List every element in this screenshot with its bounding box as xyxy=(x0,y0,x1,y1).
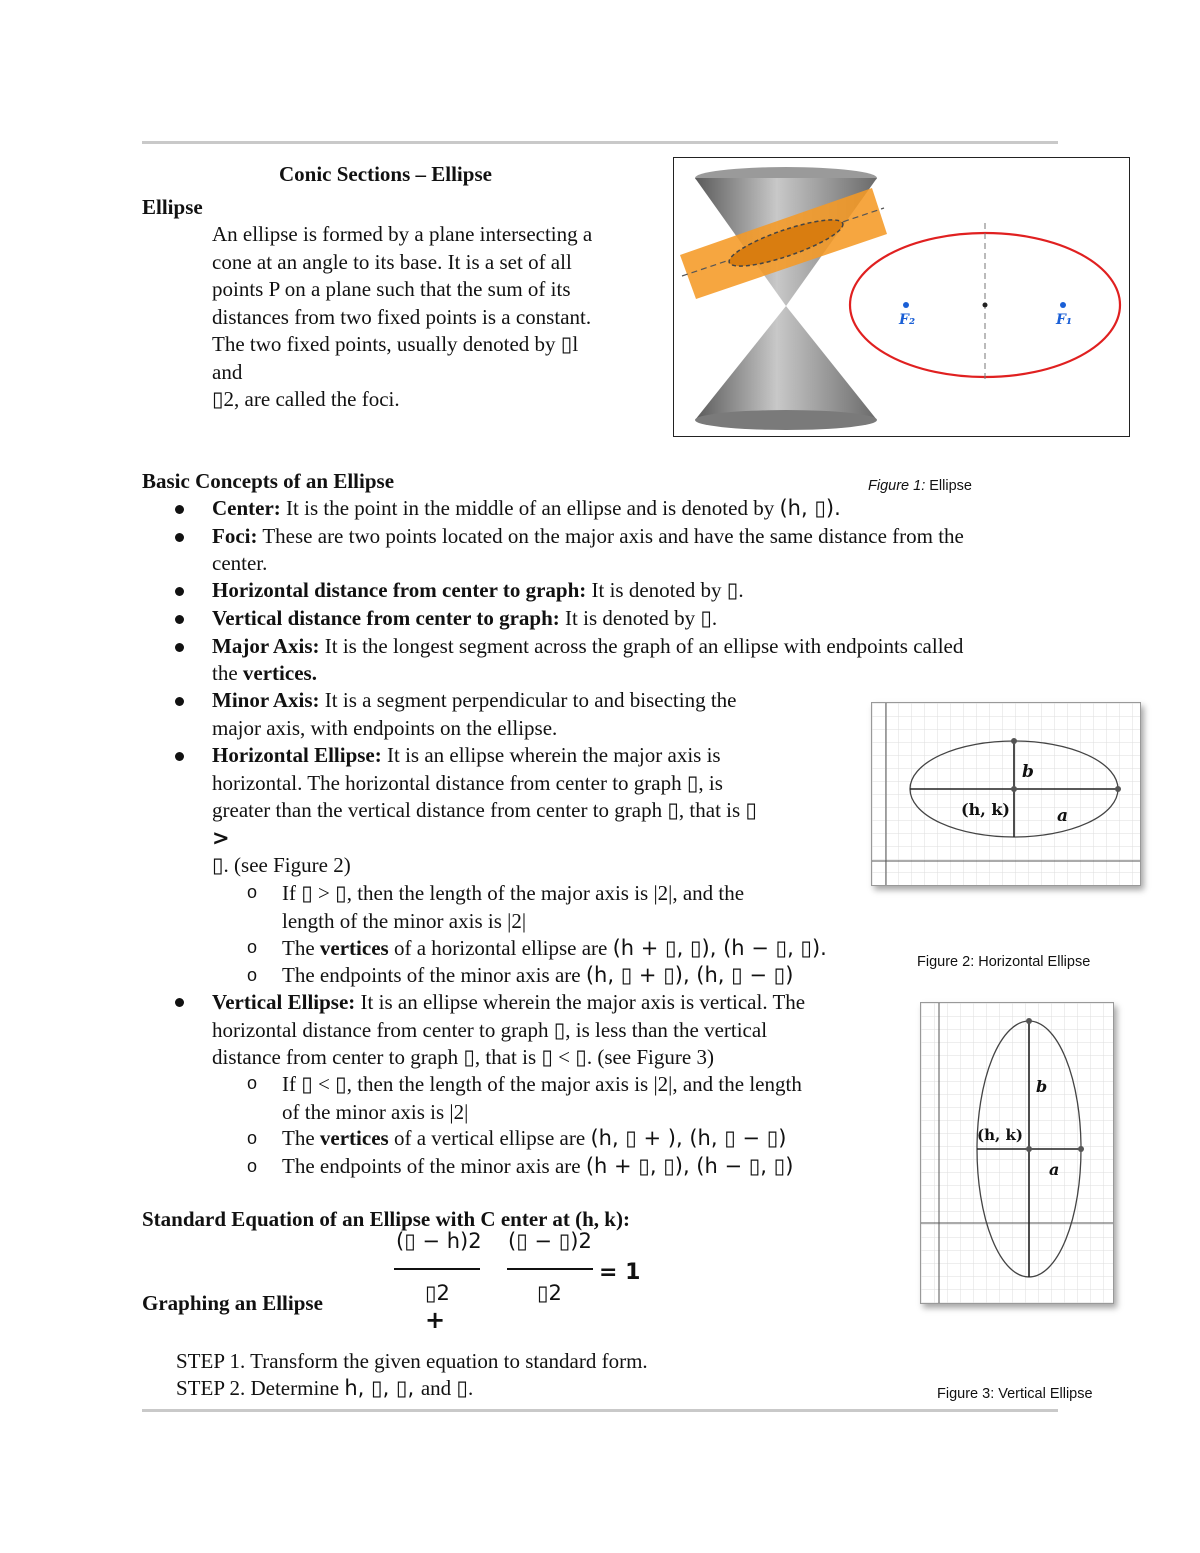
hell-line-2: horizontal. The horizontal distance from center to graph ▯, is xyxy=(212,770,723,795)
bullet-minor-axis xyxy=(212,687,838,742)
label-a: a xyxy=(1057,806,1069,826)
intro-line: ▯2, are called the foci. xyxy=(212,387,400,411)
vell-sub2-mid: of a vertical ellipse are xyxy=(388,1126,591,1150)
bullet-dot xyxy=(175,697,184,706)
center-dot xyxy=(1026,1146,1032,1152)
hell-sub2-mid: of a horizontal ellipse are xyxy=(388,936,613,960)
hell-line-4: > xyxy=(212,825,230,850)
foci-text-cont: center. xyxy=(212,551,268,575)
intro-line: and xyxy=(212,359,243,384)
bullet-dot xyxy=(175,615,184,624)
minor-text: It is a segment perpendicular to and bisecting the xyxy=(319,688,737,712)
hell-line-1 xyxy=(212,742,838,770)
hell-sub-1b: length of the minor axis is |2| xyxy=(282,908,527,933)
equation-plus: + xyxy=(425,1306,446,1334)
hell-sub-3 xyxy=(282,962,793,990)
vell-text: It is an ellipse wherein the major axis is vertical. The xyxy=(355,990,806,1014)
label-b: b xyxy=(1022,762,1034,782)
vell-sub-1 xyxy=(282,1071,802,1126)
intro-line: The two fixed points, usually denoted by ▯l xyxy=(212,332,579,356)
covertex-dot xyxy=(1078,1146,1084,1152)
hell-text: It is an ellipse wherein the major axis is xyxy=(381,743,721,767)
hell-sub2-pre: The xyxy=(282,936,320,960)
center-point xyxy=(983,303,988,308)
vell-line-2: horizontal distance from center to graph ▯, is less than the vertical xyxy=(212,1017,768,1042)
intro-line: distances from two fixed points is a constant. xyxy=(212,304,592,329)
hell-sub2-math: (h + ▯, ▯), (h − ▯, ▯). xyxy=(612,936,827,960)
foci-text: These are two points located on the major axis and have the same distance from the xyxy=(257,524,964,548)
intro-line: points P on a plane such that the sum of its xyxy=(212,277,571,301)
figure-3-caption: Figure 3: Vertical Ellipse xyxy=(937,1386,1093,1402)
foci-label: Foci: xyxy=(212,524,258,548)
bottom-rule xyxy=(142,1409,1058,1412)
bullet-horizontal-ellipse xyxy=(212,742,838,880)
bullet-foci xyxy=(212,523,964,551)
horizontal-ellipse-graph xyxy=(872,703,1140,885)
equation-equals-one: = 1 xyxy=(599,1260,641,1285)
center-text: It is the point in the middle of an ellipse and is denoted by xyxy=(280,496,780,520)
intro-line: An ellipse is formed by a plane intersecting a xyxy=(212,222,593,246)
vertex-dot xyxy=(1115,786,1121,792)
focus-label-2: F₂ xyxy=(899,312,916,328)
hell-sub2-bold: vertices xyxy=(319,936,389,960)
bullet-dot xyxy=(175,643,184,652)
vell-sub-1a: If ▯ < ▯, then the length of the major axis is |2|, and the length xyxy=(282,1072,802,1096)
cone-bottom-rim xyxy=(695,410,877,430)
vell-sub-2 xyxy=(282,1125,786,1153)
vdist-text: It is denoted by ▯. xyxy=(559,606,718,630)
hell-sub-2 xyxy=(282,935,827,963)
vell-sub-3 xyxy=(282,1153,793,1181)
step-2-pre: STEP 2. Determine xyxy=(176,1376,345,1400)
hdist-label: Horizontal distance from center to graph: xyxy=(212,578,587,602)
label-hk: (h, k) xyxy=(961,800,1010,819)
intro-line: cone at an angle to its base. It is a set of all xyxy=(212,249,572,274)
minor-line-1 xyxy=(212,687,838,715)
sub-bullet-circle: o xyxy=(247,1156,258,1176)
figure-1-caption xyxy=(868,478,972,494)
equation-denominator-1: ▯2 xyxy=(425,1281,450,1305)
hell-sub-1a: If ▯ > ▯, then the length of the major axis is |2|, and the xyxy=(282,881,745,905)
step-2 xyxy=(176,1375,473,1403)
figure-1-caption-italic: Figure 1: xyxy=(868,478,926,494)
standard-equation-heading: Standard Equation of an Ellipse with C enter at (h, k): xyxy=(142,1207,630,1231)
hell-line-5: ▯. (see Figure 2) xyxy=(212,853,351,877)
bullet-major-axis xyxy=(212,633,963,661)
figure-2-caption: Figure 2: Horizontal Ellipse xyxy=(917,954,1091,970)
bullet-vertical-ellipse xyxy=(212,989,888,1072)
bullet-dot xyxy=(175,752,184,761)
vertical-ellipse-graph xyxy=(921,1003,1113,1303)
vell-line-3: distance from center to graph ▯, that is ▯ < ▯. (see Figure 3) xyxy=(212,1045,714,1069)
figure-1-caption-text: Ellipse xyxy=(925,478,972,494)
major-text-the: the xyxy=(212,661,243,685)
step-2-and: and xyxy=(420,1376,457,1400)
step-2-end: ▯. xyxy=(456,1376,474,1400)
bullet-vertical-distance xyxy=(212,605,717,633)
vell-sub2-pre: The xyxy=(282,1126,320,1150)
covertex-dot xyxy=(1011,738,1017,744)
hell-sub3-math: (h, ▯ + ▯), (h, ▯ − ▯) xyxy=(585,963,794,987)
sub-bullet-circle: o xyxy=(247,882,258,902)
vell-line-1 xyxy=(212,989,888,1017)
page-title: Conic Sections – Ellipse xyxy=(279,162,492,186)
ellipse-heading: Ellipse xyxy=(142,195,203,219)
sub-bullet-circle: o xyxy=(247,965,258,985)
equation-numerator-1: (▯ − h)2 xyxy=(396,1229,482,1253)
hell-sub-1 xyxy=(282,880,744,935)
figure-2-graph xyxy=(871,702,1141,886)
major-vertices: vertices. xyxy=(242,661,317,685)
step-1: STEP 1. Transform the given equation to standard form. xyxy=(176,1349,648,1373)
center-math: (h, ▯). xyxy=(779,496,841,520)
cone-ellipse-illustration xyxy=(674,158,1129,436)
fraction-bar-1 xyxy=(394,1268,480,1270)
sub-bullet-circle: o xyxy=(247,937,258,957)
vell-sub2-bold: vertices xyxy=(319,1126,389,1150)
equation-numerator-2: (▯ − ▯)2 xyxy=(508,1229,592,1253)
center-dot xyxy=(1011,786,1017,792)
vdist-label: Vertical distance from center to graph: xyxy=(212,606,560,630)
figure-1-frame xyxy=(673,157,1130,437)
center-label: Center: xyxy=(212,496,281,520)
sub-bullet-circle: o xyxy=(247,1073,258,1093)
step-2-math: h, ▯, ▯, xyxy=(344,1376,421,1400)
top-rule xyxy=(142,141,1058,144)
label-hk: (h, k) xyxy=(977,1126,1023,1144)
focus-point-1 xyxy=(1060,302,1066,308)
vell-sub3-math: (h + ▯, ▯), (h − ▯, ▯) xyxy=(585,1154,794,1178)
bullet-dot xyxy=(175,533,184,542)
focus-label-1: F₁ xyxy=(1056,312,1073,328)
major-label: Major Axis: xyxy=(212,634,320,658)
figure-3-graph xyxy=(920,1002,1114,1304)
bullet-dot xyxy=(175,998,184,1007)
minor-line-2: major axis, with endpoints on the ellipse. xyxy=(212,715,558,740)
graphing-heading: Graphing an Ellipse xyxy=(142,1291,323,1315)
hell-label: Horizontal Ellipse: xyxy=(212,743,382,767)
minor-label: Minor Axis: xyxy=(212,688,320,712)
fraction-bar-2 xyxy=(507,1268,593,1270)
equation-denominator-2: ▯2 xyxy=(537,1281,562,1305)
bullet-dot xyxy=(175,587,184,596)
intro-paragraph xyxy=(212,221,654,414)
sub-bullet-circle: o xyxy=(247,1128,258,1148)
vell-sub3-pre: The endpoints of the minor axis are xyxy=(282,1154,586,1178)
vell-sub2-math: (h, ▯ + ), (h, ▯ − ▯) xyxy=(590,1126,787,1150)
hell-sub3-pre: The endpoints of the minor axis are xyxy=(282,963,586,987)
hdist-text: It is denoted by ▯. xyxy=(586,578,744,602)
vell-label: Vertical Ellipse: xyxy=(212,990,356,1014)
label-b: b xyxy=(1036,1077,1048,1096)
focus-point-2 xyxy=(903,302,909,308)
vertex-dot xyxy=(1026,1018,1032,1024)
bullet-center xyxy=(212,495,841,523)
basic-concepts-heading: Basic Concepts of an Ellipse xyxy=(142,469,395,493)
major-text-cont xyxy=(212,660,317,688)
vell-sub-1b: of the minor axis is |2| xyxy=(282,1099,469,1124)
major-text: It is the longest segment across the graph of an ellipse with endpoints called xyxy=(319,634,964,658)
bullet-dot xyxy=(175,505,184,514)
label-a: a xyxy=(1049,1160,1060,1179)
bullet-horizontal-distance xyxy=(212,577,744,605)
hell-line-3: greater than the vertical distance from center to graph ▯, that is ▯ xyxy=(212,798,757,822)
